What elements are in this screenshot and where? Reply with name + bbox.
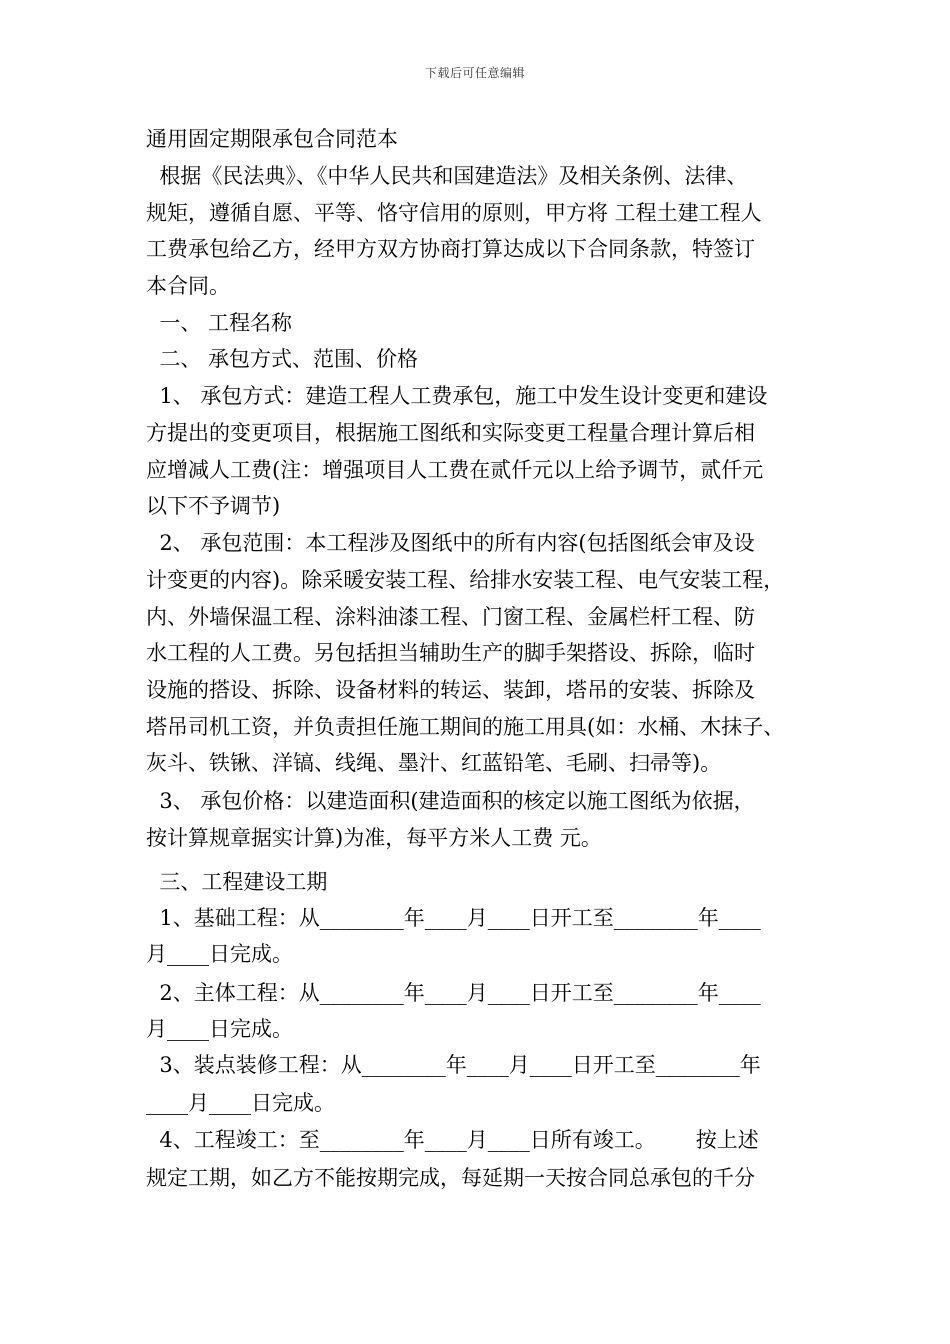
paragraph-line: 2、主体工程：从________年____月____日开工至________年____ [146, 981, 761, 1005]
paragraph-line: 2、 承包范围：本工程涉及图纸中的所有内容(包括图纸会审及设 [146, 531, 755, 555]
paragraph-line: 应增减人工费(注：增强项目人工费在贰仟元以上给予调节，贰仟元 [146, 458, 764, 482]
paragraph-line: 3、 承包价格：以建造面积(建造面积的核定以施工图纸为依据， [146, 789, 755, 813]
paragraph-line: 月____日完成。 [146, 1017, 293, 1041]
paragraph-line: 规定工期，如乙方不能按期完成，每延期一天按合同总承包的千分 [146, 1166, 755, 1190]
section-heading: 一、 工程名称 [146, 311, 293, 335]
paragraph-line: 月____日完成。 [146, 942, 293, 966]
paragraph-line: 本合同。 [146, 274, 230, 298]
paragraph-line: 水工程的人工费。另包括担当辅助生产的脚手架搭设、拆除，临时 [146, 641, 755, 665]
paragraph-line: 以下不予调节) [146, 494, 281, 518]
paragraph-line: 规矩，遵循自愿、平等、恪守信用的原则，甲方将 工程土建工程人 [146, 201, 762, 225]
section-heading: 二、 承包方式、范围、价格 [146, 347, 419, 371]
paragraph-line: 工费承包给乙方，经甲方双方协商打算达成以下合同条款，特签订 [146, 237, 755, 261]
section-heading: 三、工程建设工期 [146, 870, 328, 894]
paragraph-line: 内、外墙保温工程、涂料油漆工程、门窗工程、金属栏杆工程、防 [146, 605, 755, 629]
paragraph-line: 4、工程竣工：至________年____月____日所有竣工。 按上述 [146, 1128, 759, 1152]
paragraph-line: 按计算规章据实计算)为准，每平方米人工费 元。 [146, 826, 602, 850]
paragraph-line: 根据《民法典》、《中华人民共和国建造法》及相关条例、法律、 [146, 164, 748, 188]
paragraph-line: ____月____日完成。 [146, 1091, 335, 1115]
paragraph-line: 1、基础工程：从________年____月____日开工至________年____ [146, 906, 761, 930]
header-note: 下载后可任意编辑 [424, 66, 525, 80]
document-title: 通用固定期限承包合同范本 [146, 127, 398, 151]
paragraph-line: 3、装点装修工程：从________年____月____日开工至________年 [146, 1053, 761, 1077]
paragraph-line: 设施的搭设、拆除、设备材料的转运、装卸，塔吊的安装、拆除及 [146, 678, 755, 702]
paragraph-line: 1、 承包方式：建造工程人工费承包，施工中发生设计变更和建设 [146, 384, 768, 408]
paragraph-line: 灰斗、铁锹、洋镐、线绳、墨汁、红蓝铅笔、毛刷、扫帚等)。 [146, 751, 722, 775]
paragraph-line: 计变更的内容)。除采暖安装工程、给排水安装工程、电气安装工程， [146, 568, 785, 592]
paragraph-line: 方提出的变更项目，根据施工图纸和实际变更工程量合理计算后相 [146, 421, 755, 445]
paragraph-line: 塔吊司机工资，并负责担任施工期间的施工用具(如：水桶、木抹子、 [146, 715, 785, 739]
